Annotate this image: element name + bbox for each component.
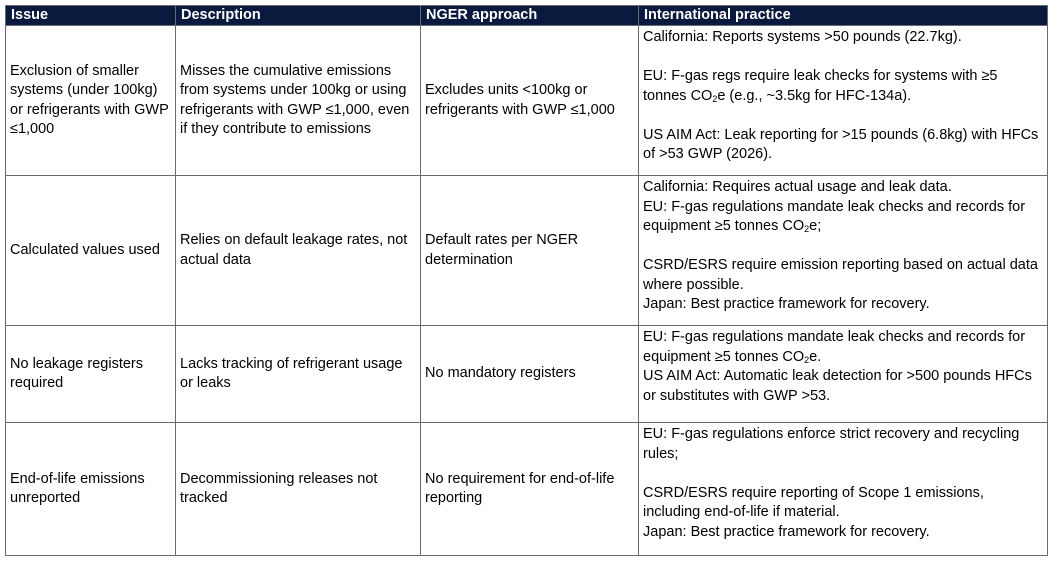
issue-cell: Exclusion of smaller systems (under 100kg) or refrigerants with GWP ≤1,000	[6, 26, 176, 176]
comparison-table	[5, 5, 1048, 556]
practice-csrd: CSRD/ESRS require emission reporting based on actual data where possible.	[643, 257, 1038, 293]
practice-eu	[643, 67, 1043, 106]
description-cell: Relies on default leakage rates, not actual data	[176, 176, 421, 326]
practice-csrd: CSRD/ESRS require reporting of Scope 1 emissions, including end-of-life if material.	[643, 484, 984, 520]
practice-eu	[643, 198, 1043, 237]
table-row	[6, 176, 1048, 326]
international-practice-cell	[639, 326, 1048, 423]
practice-eu: EU: F-gas regulations enforce strict recovery and recycling rules;	[643, 426, 1020, 462]
international-practice-cell	[639, 423, 1048, 556]
subscript-2: 2	[712, 93, 718, 104]
international-practice-cell	[639, 176, 1048, 326]
practice-eu-text: EU: F-gas regs require leak checks for systems with ≥5 tonnes CO	[643, 68, 998, 104]
issue-cell: End-of-life emissions unreported	[6, 423, 176, 556]
table-row	[6, 326, 1048, 423]
practice-japan: Japan: Best practice framework for recovery.	[643, 296, 930, 312]
table-row	[6, 423, 1048, 556]
header-row	[6, 6, 1048, 26]
practice-eu	[643, 328, 1043, 367]
nger-cell: Excludes units <100kg or refrigerants with GWP ≤1,000	[421, 26, 639, 176]
header-issue: Issue	[6, 6, 176, 26]
nger-cell: No mandatory registers	[421, 326, 639, 423]
description-cell: Misses the cumulative emissions from systems under 100kg or using refrigerants with GWP ≤1,000, even if they contribute to emissions	[176, 26, 421, 176]
header-nger-approach: NGER approach	[421, 6, 639, 26]
subscript-2: 2	[804, 354, 810, 365]
description-cell: Lacks tracking of refrigerant usage or leaks	[176, 326, 421, 423]
issue-cell: Calculated values used	[6, 176, 176, 326]
header-description: Description	[176, 6, 421, 26]
table-row	[6, 26, 1048, 176]
subscript-2: 2	[804, 224, 810, 234]
description-cell: Decommissioning releases not tracked	[176, 423, 421, 556]
practice-eu-text: EU: F-gas regulations mandate leak checks and records for equipment ≥5 tonnes CO	[643, 329, 1026, 365]
practice-eu-text-end: e;	[809, 218, 822, 234]
practice-japan: Japan: Best practice framework for recovery.	[643, 523, 930, 540]
practice-california: California: Reports systems >50 pounds (22.7kg).	[643, 29, 962, 45]
international-practice-cell	[639, 26, 1048, 176]
practice-us: US AIM Act: Leak reporting for >15 pounds (6.8kg) with HFCs of >53 GWP (2026).	[643, 126, 1039, 162]
practice-eu-text-end: e (e.g., ~3.5kg for HFC-134a).	[717, 87, 912, 104]
header-international-practice: International practice	[639, 6, 1048, 26]
nger-cell: No requirement for end-of-life reporting	[421, 423, 639, 556]
practice-us: US AIM Act: Automatic leak detection for >500 pounds HFCs or substitutes with GWP >53.	[643, 368, 1032, 404]
practice-california: California: Requires actual usage and leak data.	[643, 179, 952, 195]
practice-eu-text-end: e.	[809, 348, 822, 365]
nger-cell: Default rates per NGER determination	[421, 176, 639, 326]
issue-cell: No leakage registers required	[6, 326, 176, 423]
practice-eu-text: EU: F-gas regulations mandate leak checks and records for equipment ≥5 tonnes CO	[643, 198, 1026, 234]
